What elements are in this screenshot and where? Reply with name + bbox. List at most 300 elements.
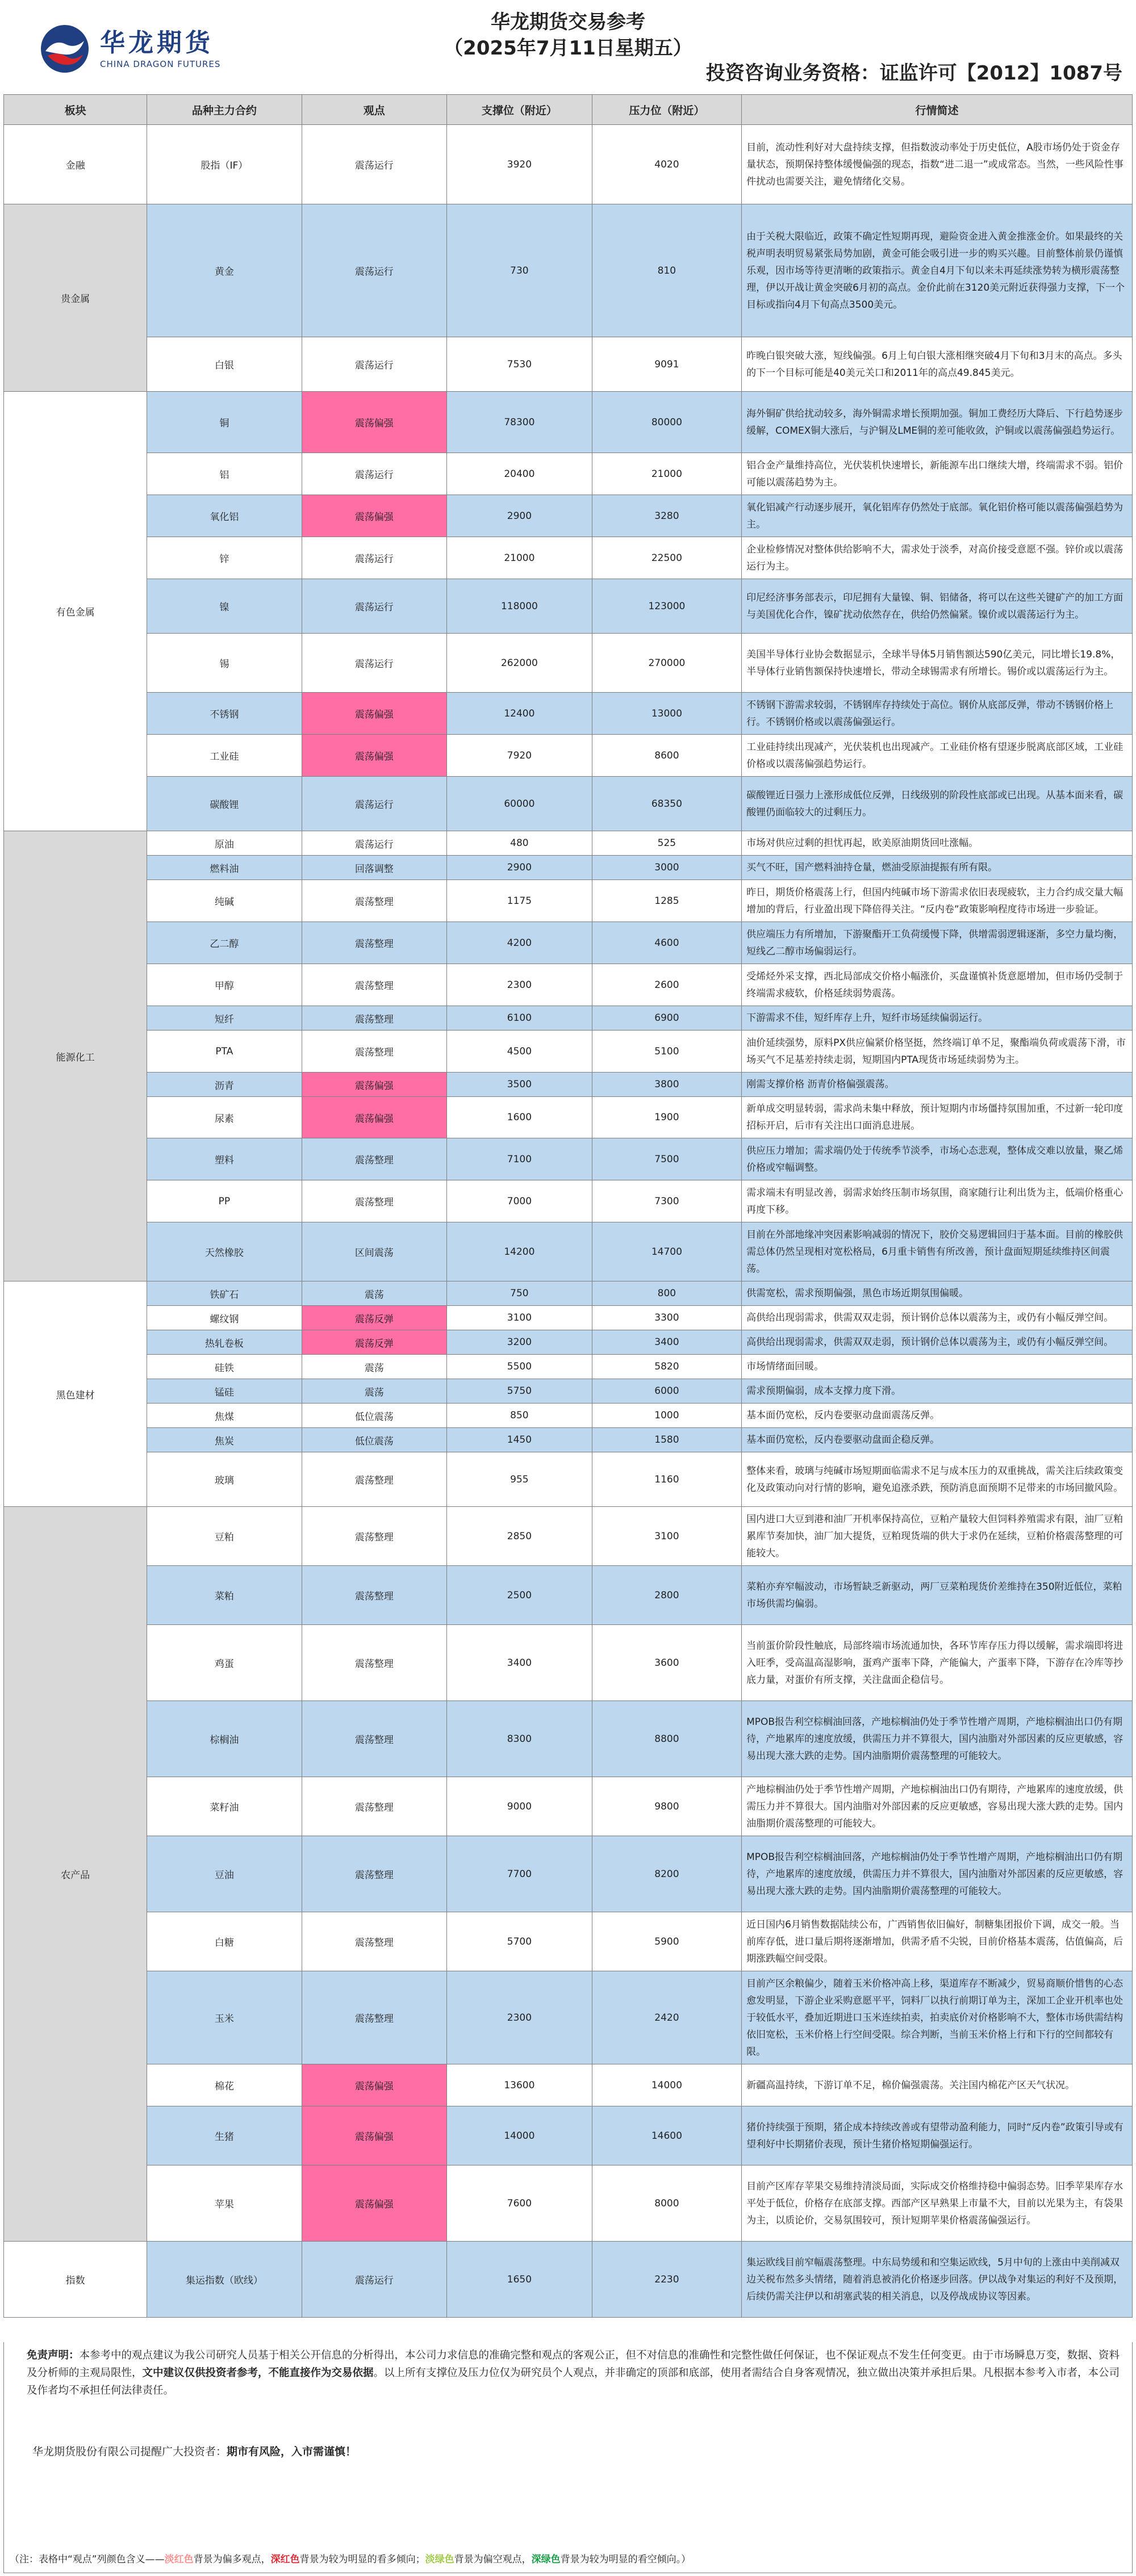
support-cell: 9000 bbox=[447, 1777, 592, 1836]
table-row bbox=[4, 1836, 1133, 1912]
description-cell: 昨日，期货价格震荡上行，但国内纯碱市场下游需求依旧表现疲软，主力合约成交量大幅增加的背后，行业盈出现下降倍得关注。“反内卷”政策影响程度待市场进一步验证。 bbox=[742, 880, 1133, 922]
resistance-cell: 7300 bbox=[592, 1180, 741, 1222]
table-row bbox=[4, 1073, 1133, 1097]
table-row bbox=[4, 1281, 1133, 1306]
support-cell: 2300 bbox=[447, 1971, 592, 2064]
report-header bbox=[0, 0, 1136, 92]
view-cell: 震荡运行 bbox=[302, 453, 447, 495]
description-cell: 不锈钢下游需求较弱，不锈钢库存持续处于高位。钢价从底部反弹，带动不锈钢价格上行。不锈钢价格或以震荡偏强运行。 bbox=[742, 693, 1133, 735]
variety-cell: 玻璃 bbox=[147, 1452, 302, 1507]
table-row bbox=[4, 964, 1133, 1006]
variety-cell: 氧化铝 bbox=[147, 495, 302, 537]
support-cell: 2300 bbox=[447, 964, 592, 1006]
variety-cell: 原油 bbox=[147, 831, 302, 856]
view-cell: 震荡运行 bbox=[302, 2242, 447, 2318]
support-cell: 850 bbox=[447, 1404, 592, 1428]
table-row bbox=[4, 1777, 1133, 1836]
table-row bbox=[4, 1452, 1133, 1507]
reminder-bold: 期市有风险，入市需谨慎！ bbox=[227, 2445, 357, 2458]
view-cell: 震荡偏强 bbox=[302, 693, 447, 735]
view-cell: 震荡 bbox=[302, 1379, 447, 1404]
report-title: 华龙期货交易参考 bbox=[491, 11, 645, 33]
support-cell: 20400 bbox=[447, 453, 592, 495]
resistance-cell: 8800 bbox=[592, 1701, 741, 1777]
description-cell: 印尼经济事务部表示，印尼拥有大量镍、铜、铝储备，将可以在这些关键矿产的加工方面与美国优化合作，镍矿扰动依然存在，供给仍然偏紧。镍价或以震荡运行为主。 bbox=[742, 579, 1133, 634]
support-cell: 7700 bbox=[447, 1836, 592, 1912]
support-cell: 21000 bbox=[447, 537, 592, 579]
variety-cell: 短纤 bbox=[147, 1006, 302, 1031]
support-cell: 7000 bbox=[447, 1180, 592, 1222]
resistance-cell: 3280 bbox=[592, 495, 741, 537]
support-cell: 14200 bbox=[447, 1222, 592, 1281]
table-row bbox=[4, 856, 1133, 880]
support-cell: 1650 bbox=[447, 2242, 592, 2318]
description-cell: 氧化铝减产行动逐步展开，氧化铝库存仍然处于底部。氧化铝价格可能以震荡偏强趋势为主。 bbox=[742, 495, 1133, 537]
variety-cell: 塑料 bbox=[147, 1138, 302, 1180]
variety-cell: 菜粕 bbox=[147, 1566, 302, 1625]
table-row bbox=[4, 1306, 1133, 1330]
view-cell: 震荡运行 bbox=[302, 125, 447, 204]
variety-cell: PP bbox=[147, 1180, 302, 1222]
support-cell: 6100 bbox=[447, 1006, 592, 1031]
resistance-cell: 6000 bbox=[592, 1379, 741, 1404]
variety-cell: 玉米 bbox=[147, 1971, 302, 2064]
table-row bbox=[4, 634, 1133, 693]
note-prefix: （注：表格中“观点”列颜色含义—— bbox=[10, 2554, 165, 2565]
variety-cell: 燃料油 bbox=[147, 856, 302, 880]
support-cell: 1175 bbox=[447, 880, 592, 922]
table-row bbox=[4, 1355, 1133, 1379]
support-cell: 2900 bbox=[447, 856, 592, 880]
support-cell: 13600 bbox=[447, 2064, 592, 2106]
description-cell: 海外铜矿供给扰动较多，海外铜需求增长预期加强。铜加工费经历大降后、下行趋势逐步缓解，COMEX铜大涨后，与沪铜及LME铜的差可能收敛，沪铜或以震荡偏强趋势运行。 bbox=[742, 392, 1133, 453]
resistance-cell: 21000 bbox=[592, 453, 741, 495]
disclaimer-text-1: 本参考中的观点建议为我公司研究人员基于相关公开信息的分析得出，本公司力求信息的准确完整和观点的客观公正，但不对信息的准确性和完整性做任何保证，也不保证观点不发生任何变更。由于市场瞬息万变，数据、资料及分析师的主观局限性， bbox=[27, 2349, 1120, 2379]
table-row bbox=[4, 1330, 1133, 1355]
reference-table bbox=[3, 94, 1133, 2318]
resistance-cell: 8000 bbox=[592, 2165, 741, 2242]
description-cell: 昨晚白银突破大涨，短线偏强。6月上旬白银大涨相继突破4月下旬和3月末的高点。多头的下一个目标可能是40美元关口和2011年的高点49.845美元。 bbox=[742, 337, 1133, 392]
table-row bbox=[4, 777, 1133, 831]
view-cell: 震荡 bbox=[302, 1281, 447, 1306]
description-cell: 新疆高温持续，下游订单不足，棉价偏强震荡。关注国内棉花产区天气状况。 bbox=[742, 2064, 1133, 2106]
variety-cell: 生猪 bbox=[147, 2106, 302, 2165]
view-cell: 震荡偏强 bbox=[302, 2106, 447, 2165]
resistance-cell: 810 bbox=[592, 204, 741, 337]
table-row bbox=[4, 1222, 1133, 1281]
disclaimer-text-2: 。以上所有支撑位及压力位仅为研究员个人观点，并非确定的顶部和底部，使用者需结合自身客观情况，独立做出决策并承担后果。凡根据本参考入市者，本公司及作者均不承担任何法律责任。 bbox=[27, 2367, 1120, 2397]
table-row bbox=[4, 495, 1133, 537]
view-cell: 震荡整理 bbox=[302, 1777, 447, 1836]
support-cell: 78300 bbox=[447, 392, 592, 453]
table-row bbox=[4, 392, 1133, 453]
header-resistance: 压力位（附近） bbox=[592, 95, 741, 125]
variety-cell: 鸡蛋 bbox=[147, 1625, 302, 1701]
variety-cell: 铁矿石 bbox=[147, 1281, 302, 1306]
sector-cell: 农产品 bbox=[4, 1507, 147, 2242]
support-cell: 3500 bbox=[447, 1073, 592, 1097]
view-cell: 低位震荡 bbox=[302, 1428, 447, 1452]
support-cell: 480 bbox=[447, 831, 592, 856]
description-cell: 当前蛋价阶段性触底，局部终端市场流通加快，各环节库存压力得以缓解，需求端即将进入旺季，受高温高湿影响，蛋鸡产蛋率下降，产能偏大，产蛋率下降，下游存在冷库等抄底力量，对蛋价有所支撑，关注盘面企稳信号。 bbox=[742, 1625, 1133, 1701]
variety-cell: 碳酸锂 bbox=[147, 777, 302, 831]
view-cell: 震荡反弹 bbox=[302, 1330, 447, 1355]
view-cell: 震荡整理 bbox=[302, 964, 447, 1006]
description-cell: 猪价持续强于预期，猪企成本持续改善或有望带动盈利能力，同时“反内卷”政策引导或有望利好中长期猪价表现，预计生猪价格短期偏强运行。 bbox=[742, 2106, 1133, 2165]
variety-cell: 沥青 bbox=[147, 1073, 302, 1097]
description-cell: MPOB报告利空棕榈油回落，产地棕榈油仍处于季节性增产周期，产地棕榈油出口仍有期待，产地累库的速度放缓，供需压力并不算很大，国内油脂对外部因素的反应更敏感，容易出现大涨大跌的走势。国内油脂期价震荡整理的可能较大。 bbox=[742, 1836, 1133, 1912]
view-cell: 震荡偏强 bbox=[302, 1073, 447, 1097]
variety-cell: 硅铁 bbox=[147, 1355, 302, 1379]
resistance-cell: 2800 bbox=[592, 1566, 741, 1625]
resistance-cell: 3400 bbox=[592, 1330, 741, 1355]
support-cell: 5500 bbox=[447, 1355, 592, 1379]
variety-cell: 菜籽油 bbox=[147, 1777, 302, 1836]
resistance-cell: 1160 bbox=[592, 1452, 741, 1507]
resistance-cell: 22500 bbox=[592, 537, 741, 579]
disclaimer bbox=[27, 2347, 1123, 2399]
variety-cell: 不锈钢 bbox=[147, 693, 302, 735]
table-row bbox=[4, 2064, 1133, 2106]
resistance-cell: 270000 bbox=[592, 634, 741, 693]
table-row bbox=[4, 579, 1133, 634]
view-cell: 震荡偏强 bbox=[302, 2165, 447, 2242]
variety-cell: 黄金 bbox=[147, 204, 302, 337]
view-cell: 震荡整理 bbox=[302, 1031, 447, 1073]
description-cell: 碳酸锂近日强力上涨形成低位反弹，日线级别的阶段性底部或已出现。从基本面来看，碳酸锂仍面临较大的过剩压力。 bbox=[742, 777, 1133, 831]
variety-cell: PTA bbox=[147, 1031, 302, 1073]
resistance-cell: 3800 bbox=[592, 1073, 741, 1097]
description-cell: 整体来看，玻璃与纯碱市场短期面临需求不足与成本压力的双重挑战，需关注后续政策变化及政策动向对行情的影响，避免追涨杀跌，预防消息面预期不足带来的市场回撤风险。 bbox=[742, 1452, 1133, 1507]
resistance-cell: 6900 bbox=[592, 1006, 741, 1031]
support-cell: 3200 bbox=[447, 1330, 592, 1355]
table-row bbox=[4, 1912, 1133, 1971]
support-cell: 262000 bbox=[447, 634, 592, 693]
description-cell: 基本面仍宽松，反内卷要驱动盘面企稳反弹。 bbox=[742, 1428, 1133, 1452]
resistance-cell: 14700 bbox=[592, 1222, 741, 1281]
description-cell: 供需宽松，需求预期偏强，黑色市场近期氛围偏暖。 bbox=[742, 1281, 1133, 1306]
description-cell: 企业检修情况对整体供给影响不大，需求处于淡季，对高价接受意愿不强。锌价或以震荡运行为主。 bbox=[742, 537, 1133, 579]
header-view: 观点 bbox=[302, 95, 447, 125]
support-cell: 730 bbox=[447, 204, 592, 337]
view-cell: 震荡运行 bbox=[302, 634, 447, 693]
view-cell: 震荡整理 bbox=[302, 1912, 447, 1971]
view-cell: 震荡偏强 bbox=[302, 495, 447, 537]
resistance-cell: 123000 bbox=[592, 579, 741, 634]
description-cell: 高供给出现弱需求，供需双双走弱，预计钢价总体以震荡为主，或仍有小幅反弹空间。 bbox=[742, 1306, 1133, 1330]
description-cell: 目前在外部地缘冲突因素影响减弱的情况下，胶价交易逻辑回归于基本面。目前的橡胶供需总体仍然呈现相对宽松格局，6月重卡销售有所改善，预计盘面短期延续维持区间震荡。 bbox=[742, 1222, 1133, 1281]
support-cell: 7600 bbox=[447, 2165, 592, 2242]
sector-cell: 黑色建材 bbox=[4, 1281, 147, 1507]
description-cell: 美国半导体行业协会数据显示，全球半导体5月销售额达590亿美元，同比增长19.8%，半导体行业销售额保持快速增长，带动全球锡需求有所增长。锡价或以震荡运行为主。 bbox=[742, 634, 1133, 693]
variety-cell: 苹果 bbox=[147, 2165, 302, 2242]
description-cell: 供应压力增加；需求端仍处于传统季节淡季，市场心态悲观，整体成交难以放量，聚乙烯价格或窄幅调整。 bbox=[742, 1138, 1133, 1180]
support-cell: 7920 bbox=[447, 735, 592, 777]
resistance-cell: 2420 bbox=[592, 1971, 741, 2064]
table-header-row bbox=[4, 95, 1133, 125]
view-cell: 震荡 bbox=[302, 1355, 447, 1379]
support-cell: 750 bbox=[447, 1281, 592, 1306]
support-cell: 5700 bbox=[447, 1912, 592, 1971]
description-cell: 高供给出现弱需求，供需双双走弱，预计钢价总体以震荡为主，或仍有小幅反弹空间。 bbox=[742, 1330, 1133, 1355]
description-cell: 市场情绪面回暖。 bbox=[742, 1355, 1133, 1379]
description-cell: 新单成交明显转弱，需求尚未集中释放，预计短期内市场僵持氛围加重，不过新一轮印度招标开启，后市有关注出口面消息进展。 bbox=[742, 1097, 1133, 1138]
variety-cell: 锡 bbox=[147, 634, 302, 693]
variety-cell: 热轧卷板 bbox=[147, 1330, 302, 1355]
resistance-cell: 5820 bbox=[592, 1355, 741, 1379]
description-cell: 需求端未有明显改善，弱需求始终压制市场氛围，商家随行让利出货为主，低端价格重心再度下移。 bbox=[742, 1180, 1133, 1222]
view-cell: 震荡整理 bbox=[302, 1452, 447, 1507]
view-cell: 震荡整理 bbox=[302, 880, 447, 922]
variety-cell: 棉花 bbox=[147, 2064, 302, 2106]
support-cell: 2850 bbox=[447, 1507, 592, 1566]
disclaimer-label: 免责声明： bbox=[27, 2349, 80, 2361]
description-cell: 集运欧线目前窄幅震荡整理。中东局势缓和和空集运欧线，5月中旬的上涨由中美削减双边关税布然多头情绪，随着消息被消化价格逐步回落。伊以战争对集运的利好不及预期，后续仍需关注伊以和胡塞武装的相关消息，以及停战成协议等因素。 bbox=[742, 2242, 1133, 2318]
resistance-cell: 4600 bbox=[592, 922, 741, 964]
table-row bbox=[4, 1625, 1133, 1701]
resistance-cell: 1000 bbox=[592, 1404, 741, 1428]
view-cell: 震荡整理 bbox=[302, 1625, 447, 1701]
variety-cell: 铜 bbox=[147, 392, 302, 453]
color-legend-note bbox=[10, 2551, 691, 2565]
note-text-3: 背景为偏空观点， bbox=[454, 2554, 532, 2565]
table-row bbox=[4, 1404, 1133, 1428]
variety-cell: 尿素 bbox=[147, 1097, 302, 1138]
support-cell: 118000 bbox=[447, 579, 592, 634]
view-cell: 震荡偏强 bbox=[302, 735, 447, 777]
view-cell: 回落调整 bbox=[302, 856, 447, 880]
table-row bbox=[4, 337, 1133, 392]
view-cell: 震荡整理 bbox=[302, 1006, 447, 1031]
view-cell: 震荡运行 bbox=[302, 204, 447, 337]
description-cell: 买气不旺，国产燃料油持仓量，燃油受原油提振有所有限。 bbox=[742, 856, 1133, 880]
resistance-cell: 8600 bbox=[592, 735, 741, 777]
resistance-cell: 2600 bbox=[592, 964, 741, 1006]
disclaimer-bold: 文中建议仅供投资者参考，不能直接作为交易依据 bbox=[142, 2367, 374, 2379]
header-support: 支撑位（附近） bbox=[447, 95, 592, 125]
view-cell: 震荡偏强 bbox=[302, 392, 447, 453]
logo-name-en: CHINA DRAGON FUTURES bbox=[100, 59, 221, 69]
resistance-cell: 14600 bbox=[592, 2106, 741, 2165]
variety-cell: 豆油 bbox=[147, 1836, 302, 1912]
table-row bbox=[4, 693, 1133, 735]
sector-cell: 金融 bbox=[4, 125, 147, 204]
view-cell: 震荡整理 bbox=[302, 1836, 447, 1912]
description-cell: 工业硅持续出现减产，光伏装机也出现减产。工业硅价格有望逐步脱离底部区域，工业硅价格或以震荡偏强趋势运行。 bbox=[742, 735, 1133, 777]
view-cell: 震荡偏强 bbox=[302, 2064, 447, 2106]
table-row bbox=[4, 204, 1133, 337]
table-row bbox=[4, 2165, 1133, 2242]
resistance-cell: 4020 bbox=[592, 125, 741, 204]
description-cell: 由于关税大限临近，政策不确定性短期再现，避险资金进入黄金推涨金价。如果最终的关税声明表明贸易紧张局势加剧，黄金可能会吸引进一步的购买兴趣。目前整体前景仍谨慎乐观，因市场等待更清晰的政策指示。黄金自4月下旬以来未再延续涨势转为横形震荡整理，伊以开战让黄金突破6月初的高点。金价此前在3120美元附近获得强力支撑，下一个目标或指向4月下旬高点3500美元。 bbox=[742, 204, 1133, 337]
description-cell: 市场对供应过剩的担忧再起，欧美原油期货回吐涨幅。 bbox=[742, 831, 1133, 856]
table-row bbox=[4, 1701, 1133, 1777]
support-cell: 5750 bbox=[447, 1379, 592, 1404]
table-row bbox=[4, 735, 1133, 777]
reminder-prefix: 华龙期货股份有限公司提醒广大投资者： bbox=[32, 2445, 227, 2458]
note-text-4: 背景为较为明显的看空倾向。） bbox=[560, 2554, 691, 2565]
support-cell: 2900 bbox=[447, 495, 592, 537]
sector-cell: 贵金属 bbox=[4, 204, 147, 392]
description-cell: 铝合金产量维持高位，光伏装机快速增长，新能源车出口继续大增，终端需求不弱。铝价可能以震荡趋势为主。 bbox=[742, 453, 1133, 495]
description-cell: MPOB报告利空棕榈油回落，产地棕榈油仍处于季节性增产周期，产地棕榈油出口仍有期待，产地累库的速度放缓，供需压力并不算很大，国内油脂对外部因素的反应更敏感，容易出现大涨大跌的走势。国内油脂期价震荡整理的可能较大。 bbox=[742, 1701, 1133, 1777]
description-cell: 目前，流动性利好对大盘持续支撑，但指数波动率处于历史低位，A股市场仍处于资金存量状态，预期保持整体缓慢偏强的现态，指数“进二退一”或成常态。当然，一些风险性事件扰动也需要关注，避免情绪化交易。 bbox=[742, 125, 1133, 204]
support-cell: 2500 bbox=[447, 1566, 592, 1625]
report-date: （2025年7月11日星期五） bbox=[444, 37, 692, 60]
variety-cell: 集运指数（欧线） bbox=[147, 2242, 302, 2318]
description-cell: 下游需求不佳，短纤库存上升，短纤市场延续偏弱运行。 bbox=[742, 1006, 1133, 1031]
resistance-cell: 3600 bbox=[592, 1625, 741, 1701]
variety-cell: 工业硅 bbox=[147, 735, 302, 777]
table-row bbox=[4, 880, 1133, 922]
view-cell: 震荡运行 bbox=[302, 831, 447, 856]
table-row bbox=[4, 1006, 1133, 1031]
resistance-cell: 8200 bbox=[592, 1836, 741, 1912]
view-cell: 震荡整理 bbox=[302, 1971, 447, 2064]
header-variety: 品种主力合约 bbox=[147, 95, 302, 125]
support-cell: 4500 bbox=[447, 1031, 592, 1073]
variety-cell: 棕榈油 bbox=[147, 1701, 302, 1777]
note-deep-green: 深绿色 bbox=[531, 2554, 561, 2565]
view-cell: 震荡整理 bbox=[302, 1566, 447, 1625]
description-cell: 国内进口大豆到港和油厂开机率保持高位，豆粕产量较大但饲料养殖需求有限，油厂豆粕累库节奏加快，油厂加大提货，豆粕现货端的供大于求仍在延续，豆粕价格震荡整理的可能较大。 bbox=[742, 1507, 1133, 1566]
footer bbox=[3, 2342, 1133, 2573]
resistance-cell: 2230 bbox=[592, 2242, 741, 2318]
variety-cell: 焦煤 bbox=[147, 1404, 302, 1428]
view-cell: 震荡整理 bbox=[302, 1180, 447, 1222]
view-cell: 震荡整理 bbox=[302, 922, 447, 964]
view-cell: 震荡整理 bbox=[302, 1507, 447, 1566]
description-cell: 油价延续强势，原料PX供应偏紧价格坚挺，然终端订单不足，聚酯端负荷或震荡下滑，市场买气不足基差持续走弱，短期国内PTA现货市场延续弱势为主。 bbox=[742, 1031, 1133, 1073]
table-row bbox=[4, 1379, 1133, 1404]
table-row bbox=[4, 125, 1133, 204]
support-cell: 7530 bbox=[447, 337, 592, 392]
table-row bbox=[4, 453, 1133, 495]
support-cell: 7100 bbox=[447, 1138, 592, 1180]
support-cell: 955 bbox=[447, 1452, 592, 1507]
resistance-cell: 800 bbox=[592, 1281, 741, 1306]
resistance-cell: 525 bbox=[592, 831, 741, 856]
resistance-cell: 3100 bbox=[592, 1507, 741, 1566]
support-cell: 3920 bbox=[447, 125, 592, 204]
view-cell: 震荡运行 bbox=[302, 579, 447, 634]
description-cell: 目前产区库存苹果交易维持清淡局面，实际成交价格维持稳中偏弱态势。旧季苹果库存水平处于低位，价格存在底部支撑。西部产区早熟果上市量不大，目前以光果为主，有袋果为主，以质论价，交易氛围较可，预计短期苹果价格震荡偏强运行。 bbox=[742, 2165, 1133, 2242]
variety-cell: 铝 bbox=[147, 453, 302, 495]
logo-name-cn: 华龙期货 bbox=[100, 28, 214, 57]
note-text-1: 背景为偏多观点， bbox=[193, 2554, 271, 2565]
sector-cell: 指数 bbox=[4, 2242, 147, 2318]
description-cell: 刚需支撑价格 沥青价格偏强震荡。 bbox=[742, 1073, 1133, 1097]
sector-cell: 有色金属 bbox=[4, 392, 147, 831]
table-row bbox=[4, 1507, 1133, 1566]
support-cell: 60000 bbox=[447, 777, 592, 831]
resistance-cell: 5100 bbox=[592, 1031, 741, 1073]
description-cell: 供应端压力有所增加，下游聚酯开工负荷缓慢下降，供增需弱逻辑逐渐，多空力量均衡，短线乙二醇市场偏弱运行。 bbox=[742, 922, 1133, 964]
view-cell: 震荡运行 bbox=[302, 537, 447, 579]
variety-cell: 焦炭 bbox=[147, 1428, 302, 1452]
variety-cell: 白银 bbox=[147, 337, 302, 392]
table-row bbox=[4, 831, 1133, 856]
view-cell: 震荡运行 bbox=[302, 777, 447, 831]
sector-cell: 能源化工 bbox=[4, 831, 147, 1281]
variety-cell: 锌 bbox=[147, 537, 302, 579]
variety-cell: 锰硅 bbox=[147, 1379, 302, 1404]
support-cell: 1450 bbox=[447, 1428, 592, 1452]
resistance-cell: 1285 bbox=[592, 880, 741, 922]
table-row bbox=[4, 1971, 1133, 2064]
resistance-cell: 9091 bbox=[592, 337, 741, 392]
note-deep-red: 深红色 bbox=[270, 2554, 300, 2565]
resistance-cell: 1900 bbox=[592, 1097, 741, 1138]
resistance-cell: 5900 bbox=[592, 1912, 741, 1971]
support-cell: 8300 bbox=[447, 1701, 592, 1777]
resistance-cell: 1580 bbox=[592, 1428, 741, 1452]
variety-cell: 乙二醇 bbox=[147, 922, 302, 964]
table-row bbox=[4, 2242, 1133, 2318]
table-row bbox=[4, 1180, 1133, 1222]
resistance-cell: 3000 bbox=[592, 856, 741, 880]
table-row bbox=[4, 922, 1133, 964]
description-cell: 目前产区余粮偏少，随着玉米价格冲高上移，渠道库存不断减少，贸易商顺价惜售的心态愈发明显，下游企业采购意愿平平，饲料厂以执行前期订单为主，深加工企业开机率也处于较低水平，叠加近期进口玉米连续拍卖，拍卖底价对价格影响不大，整体市场供需结构依旧宽松，玉米价格上行空间受限。综合判断，当前玉米价格上行和下行的空间都较有限。 bbox=[742, 1971, 1133, 2064]
variety-cell: 天然橡胶 bbox=[147, 1222, 302, 1281]
variety-cell: 豆粕 bbox=[147, 1507, 302, 1566]
view-cell: 震荡运行 bbox=[302, 337, 447, 392]
license-info: 投资咨询业务资格：证监许可【2012】1087号 bbox=[705, 62, 1122, 85]
resistance-cell: 13000 bbox=[592, 693, 741, 735]
description-cell: 需求预期偏弱，成本支撑力度下滑。 bbox=[742, 1379, 1133, 1404]
resistance-cell: 14000 bbox=[592, 2064, 741, 2106]
support-cell: 12400 bbox=[447, 693, 592, 735]
support-cell: 3400 bbox=[447, 1625, 592, 1701]
variety-cell: 股指（IF） bbox=[147, 125, 302, 204]
risk-reminder bbox=[32, 2443, 356, 2458]
description-cell: 产地棕榈油仍处于季节性增产周期，产地棕榈油出口仍有期待，产地累库的速度放缓，供需压力并不算很大。国内油脂对外部因素的反应更敏感，容易出现大涨大跌的走势。国内油脂期价震荡整理的可能较大。 bbox=[742, 1777, 1133, 1836]
header-description: 行情简述 bbox=[742, 95, 1133, 125]
description-cell: 基本面仍宽松，反内卷要驱动盘面震荡反弹。 bbox=[742, 1404, 1133, 1428]
view-cell: 震荡整理 bbox=[302, 1701, 447, 1777]
variety-cell: 甲醇 bbox=[147, 964, 302, 1006]
table-row bbox=[4, 1097, 1133, 1138]
support-cell: 1600 bbox=[447, 1097, 592, 1138]
variety-cell: 螺纹钢 bbox=[147, 1306, 302, 1330]
resistance-cell: 68350 bbox=[592, 777, 741, 831]
view-cell: 震荡反弹 bbox=[302, 1306, 447, 1330]
support-cell: 14000 bbox=[447, 2106, 592, 2165]
resistance-cell: 3300 bbox=[592, 1306, 741, 1330]
note-text-2: 背景为较为明显的看多倾向； bbox=[299, 2554, 425, 2565]
description-cell: 近日国内6月销售数据陆续公布，广西销售依旧偏好，制糖集团报价下调，成交一般。当前库存低，进口量后期将逐渐增加，供需矛盾不尖锐，目前价格基本震荡，估值偏高，后期涨跌幅空间受限。 bbox=[742, 1912, 1133, 1971]
variety-cell: 白糖 bbox=[147, 1912, 302, 1971]
note-light-green: 淡绿色 bbox=[425, 2554, 454, 2565]
view-cell: 震荡偏强 bbox=[302, 1097, 447, 1138]
support-cell: 3100 bbox=[447, 1306, 592, 1330]
description-cell: 菜粕亦弃窄幅波动，市场暂缺乏新驱动，两厂豆菜粕现货价差维持在350附近低位，菜粕市场供需均偏弱。 bbox=[742, 1566, 1133, 1625]
resistance-cell: 9800 bbox=[592, 1777, 741, 1836]
view-cell: 震荡整理 bbox=[302, 1138, 447, 1180]
table-row bbox=[4, 1031, 1133, 1073]
table-row bbox=[4, 537, 1133, 579]
resistance-cell: 80000 bbox=[592, 392, 741, 453]
support-cell: 4200 bbox=[447, 922, 592, 964]
table-row bbox=[4, 1138, 1133, 1180]
table-row bbox=[4, 1566, 1133, 1625]
table-row bbox=[4, 2106, 1133, 2165]
table-row bbox=[4, 1428, 1133, 1452]
header-sector: 板块 bbox=[4, 95, 147, 125]
note-light-red: 淡红色 bbox=[164, 2554, 194, 2565]
description-cell: 受烯烃外采支撑，西北局部成交价格小幅涨价，买盘谨慎补货意愿增加，但市场仍受制于终端需求疲软，价格延续弱势震荡。 bbox=[742, 964, 1133, 1006]
view-cell: 低位震荡 bbox=[302, 1404, 447, 1428]
